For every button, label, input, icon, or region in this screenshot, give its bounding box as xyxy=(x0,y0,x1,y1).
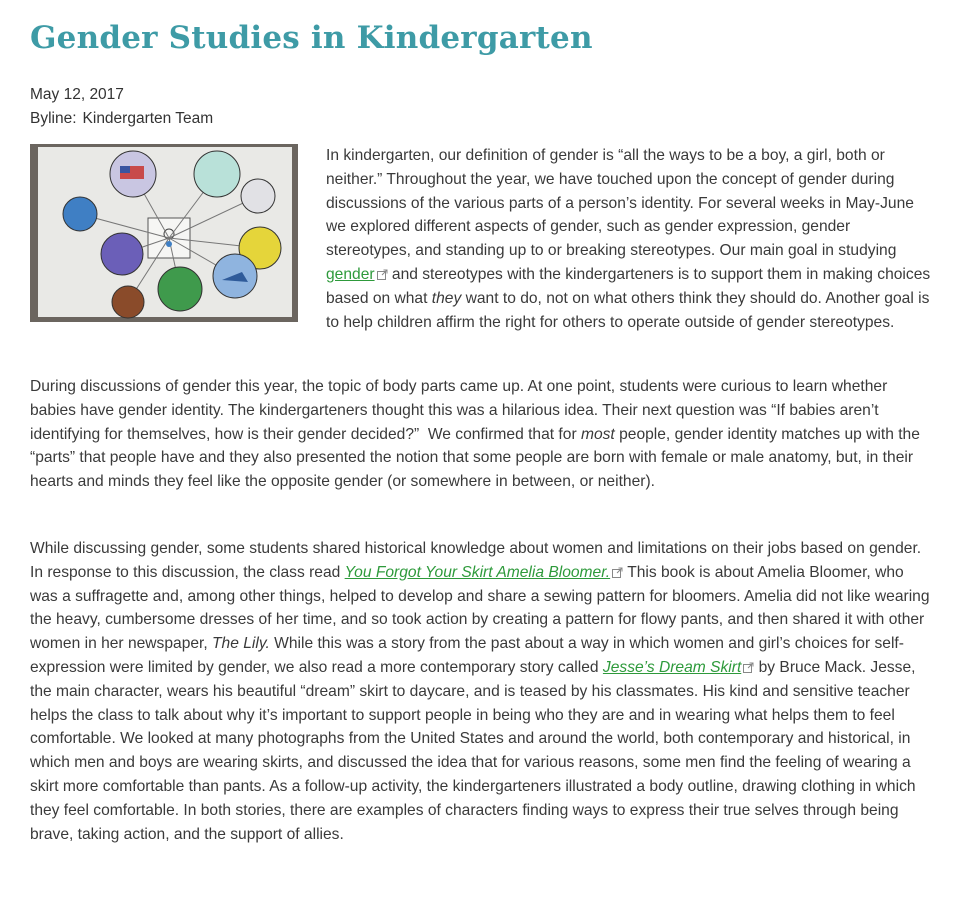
p3-emphasis-the-lily: The Lily. xyxy=(212,635,270,653)
jesses-dream-skirt-link[interactable]: Jesse’s Dream Skirt xyxy=(602,658,742,676)
p3-text-3: While this was a story from the past about a way in which women and girl’s choices for self-expression were limited by gender, we also read a more contemporary story called xyxy=(30,635,904,676)
p3-text-4: by Bruce Mack. Jesse, the main character, wears his beautiful “dream” skirt to daycare, and is teased by his classmates. His kind and sensitive teacher helps the class to talk about why it’s important to support people in being who they are and in wearing what helps them to feel comfortable. We looked at many photographs from the United States and around the world, both contemporary and historical, in which men and boys are wearing skirts, and discussed the idea that for various reasons, some men find the feeling of wearing a skirt more comfortable than pants. As a follow-up activity, the kindergarteners illustrated a body outline, drawing clothing in which they feel comfortable. In both stories, there are examples of characters finding ways to express their true selves through being brave, taking action, and the support of allies. xyxy=(30,658,916,843)
student-drawings-photo xyxy=(30,144,298,322)
article-meta xyxy=(30,83,213,131)
p2-emphasis-most: most xyxy=(580,425,615,443)
amelia-bloomer-book-link[interactable]: You Forgot Your Skirt Amelia Bloomer. xyxy=(344,563,611,581)
external-link-icon xyxy=(743,662,754,673)
intro-text-1: In kindergarten, our definition of gender is “all the ways to be a boy, a girl, both or neither.” Throughout the year, we have touched upon the concept of gender during discussions of the various parts of a person’s identity. For several weeks in May-June we explored different aspects of gender, such as gender expression, gender stereotypes, and standing up to or breaking stereotypes. Our main goal in studying xyxy=(326,147,914,260)
body-paragraph-2 xyxy=(30,375,930,494)
external-link-icon xyxy=(612,567,623,578)
p2-text-1: During discussions of gender this year, the topic of body parts came up. At one point, students were curious to learn whether babies have gender identity. The kindergarteners thought this was a hilarious idea. Their next question was “If babies aren’t identifying for themselves, how is their gender decided?” We confirmed that for xyxy=(30,378,888,443)
p3-text-1: While discussing gender, some students shared historical knowledge about women and limitations on their jobs based on gender. In response to this discussion, the class read xyxy=(30,540,922,581)
external-link-icon xyxy=(377,269,388,280)
byline xyxy=(30,107,213,131)
article-date: May 12, 2017 xyxy=(30,86,124,103)
gender-link[interactable]: gender xyxy=(326,265,375,283)
byline-value: Kindergarten Team xyxy=(82,110,214,127)
intro-paragraph xyxy=(326,144,931,334)
p2-text-2: people, gender identity matches up with the “parts” that people have and they also presented the notion that some people are born with female or male anatomy, but, in their hearts and minds they feel like the opposite gender (or somewhere in between, or neither). xyxy=(30,425,920,491)
intro-text-2: and stereotypes with the kindergarteners is to support them in making choices based on what xyxy=(326,265,931,307)
byline-label: Byline: xyxy=(30,110,77,127)
body-paragraph-3 xyxy=(30,537,930,846)
p3-text-2: This book is about Amelia Bloomer, who was a suffragette and, among other things, helped to develop and share a sewing pattern for bloomers. Amelia did not like wearing the heavy, cumbersome dresses of her time, and so took action by creating a pattern for flowy pants, and then shared it with other women in her newspaper, xyxy=(30,563,930,653)
student-drawings-image xyxy=(30,144,298,322)
intro-text-3: want to do, not on what others think they should do. Another goal is to help children affirm the right for others to operate outside of gender stereotypes. xyxy=(326,289,930,331)
article-title: Gender Studies in Kindergarten xyxy=(30,20,593,56)
intro-emphasis-they: they xyxy=(431,289,462,307)
